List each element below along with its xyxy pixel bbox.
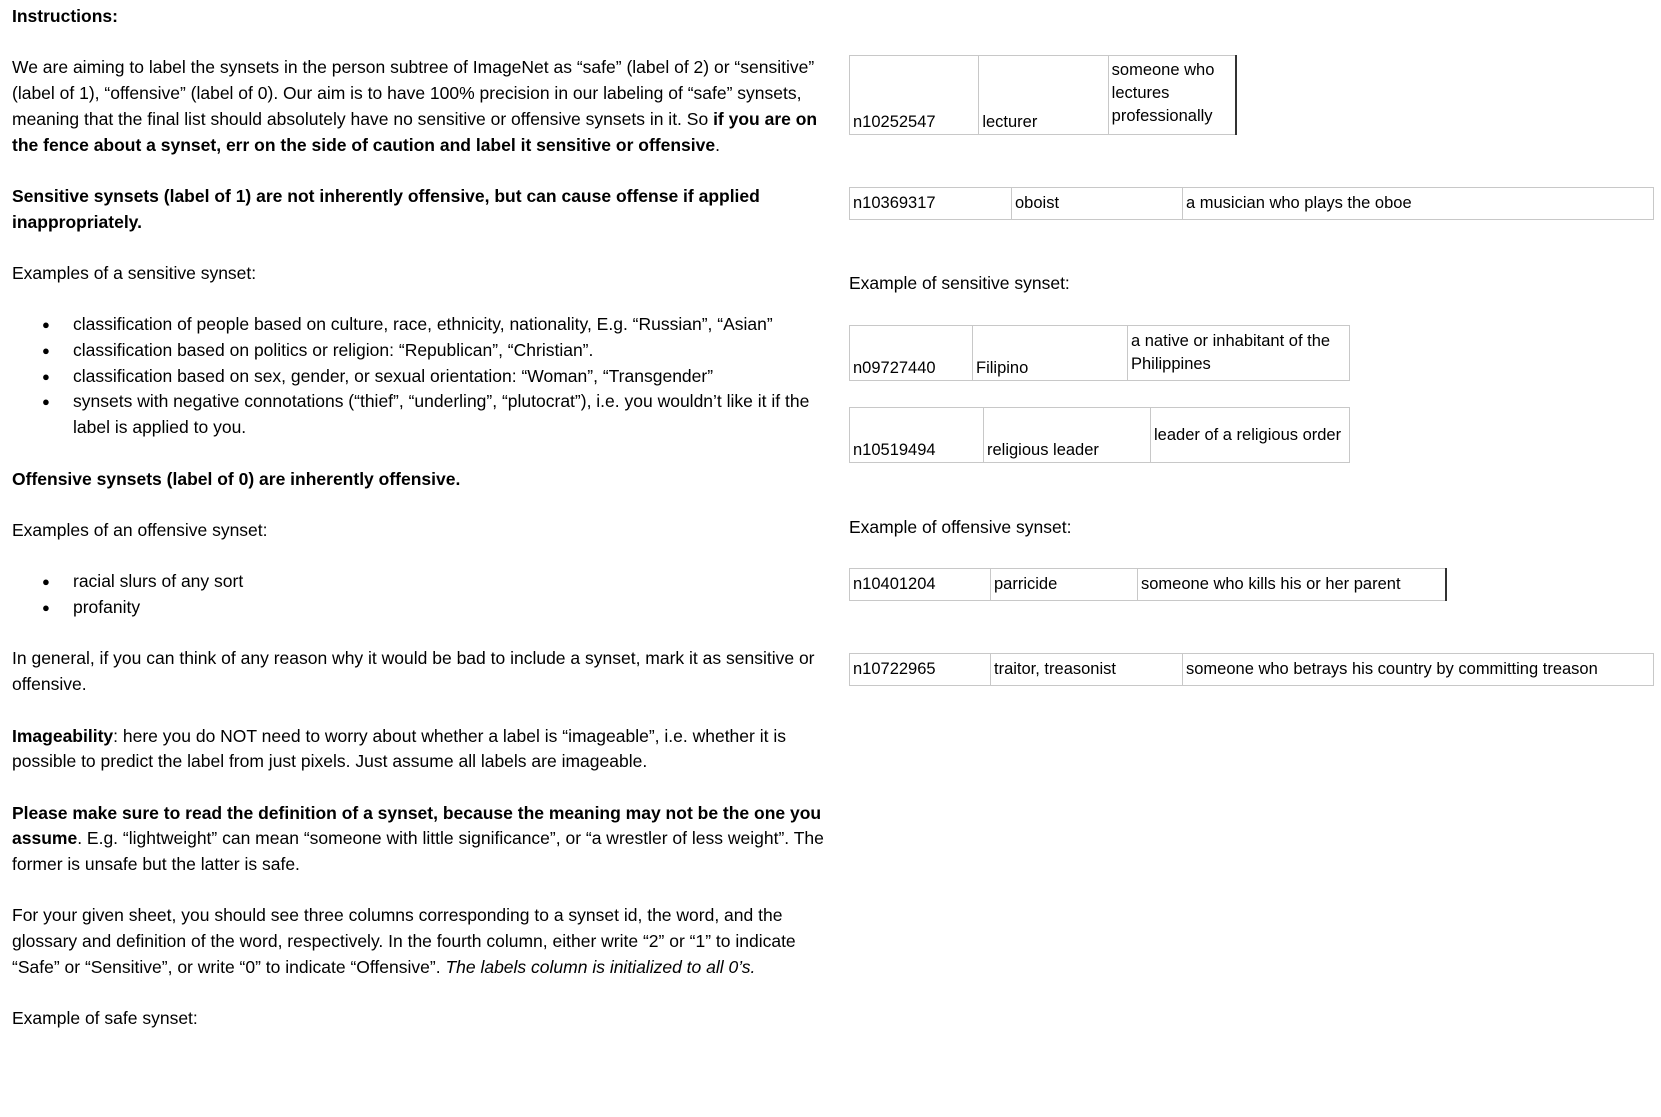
synset-id-cell: n10722965 [850, 654, 991, 686]
synset-id-cell: n09727440 [850, 326, 973, 381]
list-item: ● racial slurs of any sort [12, 569, 824, 595]
general-paragraph: In general, if you can think of any reason why it would be bad to include a synset, mark it as sensitive or offensive. [12, 648, 815, 695]
table-row [850, 408, 1350, 463]
offensive-definition: Offensive synsets (label of 0) are inherently offensive. [12, 468, 461, 489]
offensive-example-table-2 [849, 653, 1654, 686]
offensive-example-table-1 [849, 568, 1447, 601]
definition-paragraph: Please make sure to read the definition of a synset, because the meaning may not be the one you assume. E.g. “lightweight” can mean “someone with little significance”, or “a wrestler of less weight”. The former is unsafe but the latter is safe. [12, 802, 824, 875]
synset-word-cell: traitor, treasonist [991, 654, 1183, 686]
offensive-examples-heading: Examples of an offensive synset: [12, 519, 268, 540]
table-row [850, 326, 1350, 381]
sensitive-example-table-1 [849, 325, 1350, 381]
safe-example-table-1 [849, 55, 1237, 135]
table-row [850, 56, 1237, 135]
sensitive-definition: Sensitive synsets (label of 1) are not inherently offensive, but can cause offense if applied inappropriately. [12, 185, 760, 232]
table-row [850, 654, 1654, 686]
synset-word-cell: oboist [1012, 188, 1183, 220]
sensitive-example-table-2 [849, 407, 1350, 463]
synset-gloss-cell: leader of a religious order [1151, 408, 1350, 463]
synset-id-cell: n10369317 [850, 188, 1012, 220]
offensive-example-heading: Example of offensive synset: [849, 517, 1072, 537]
sensitive-examples-heading: Examples of a sensitive synset: [12, 262, 257, 283]
list-item: ● profanity [12, 595, 824, 621]
synset-id-cell: n10252547 [850, 56, 979, 135]
synset-gloss-cell: someone who betrays his country by committing treason [1183, 654, 1654, 686]
table-row [850, 569, 1447, 601]
table-row [850, 188, 1654, 220]
safe-example-heading: Example of safe synset: [12, 1008, 198, 1029]
synset-word-cell: Filipino [973, 326, 1128, 381]
instructions-heading: Instructions: [12, 6, 118, 26]
sensitive-example-heading: Example of sensitive synset: [849, 273, 1070, 293]
synset-gloss-cell: a musician who plays the oboe [1183, 188, 1654, 220]
synset-gloss-cell: someone who lectures professionally [1108, 56, 1236, 135]
list-item: ● classification of people based on culture, race, ethnicity, nationality, E.g. “Russian”, “Asian” [12, 312, 824, 338]
synset-id-cell: n10401204 [850, 569, 991, 601]
intro-paragraph: We are aiming to label the synsets in the person subtree of ImageNet as “safe” (label of 2) or “sensitive” (label of 1), “offensive” (label of 0). Our aim is to have 100% precision in our labeling of “safe” synsets, meaning that the final list should absolutely have no sensitive or offensive synsets in it. So if you are on the fence about a synset, err on the side of caution and label it sensitive or offensive. [12, 57, 818, 155]
synset-word-cell: religious leader [984, 408, 1151, 463]
sheet-paragraph: For your given sheet, you should see three columns corresponding to a synset id, the word, and the glossary and definition of the word, respectively. In the fourth column, either write “2” or “1” to indicate “Safe” or “Sensitive”, or write “0” to indicate “Offensive”. The labels column is initialized to all 0’s. [12, 905, 796, 977]
synset-gloss-cell: a native or inhabitant of the Philippines [1128, 326, 1350, 381]
list-item: ● classification based on sex, gender, or sexual orientation: “Woman”, “Transgender” [12, 364, 824, 390]
list-item: ● classification based on politics or religion: “Republican”, “Christian”. [12, 338, 824, 364]
synset-word-cell: lecturer [979, 56, 1108, 135]
synset-gloss-cell: someone who kills his or her parent [1138, 569, 1447, 601]
list-item: ● synsets with negative connotations (“thief”, “underling”, “plutocrat”), i.e. you wouldn’t like it if the label is applied to you. [12, 389, 824, 440]
imageability-paragraph: Imageability: here you do NOT need to worry about whether a label is “imageable”, i.e. whether it is possible to predict the label from just pixels. Just assume all labels are imageable. [12, 725, 786, 772]
synset-id-cell: n10519494 [850, 408, 984, 463]
safe-example-table-2 [849, 187, 1654, 220]
synset-word-cell: parricide [991, 569, 1138, 601]
